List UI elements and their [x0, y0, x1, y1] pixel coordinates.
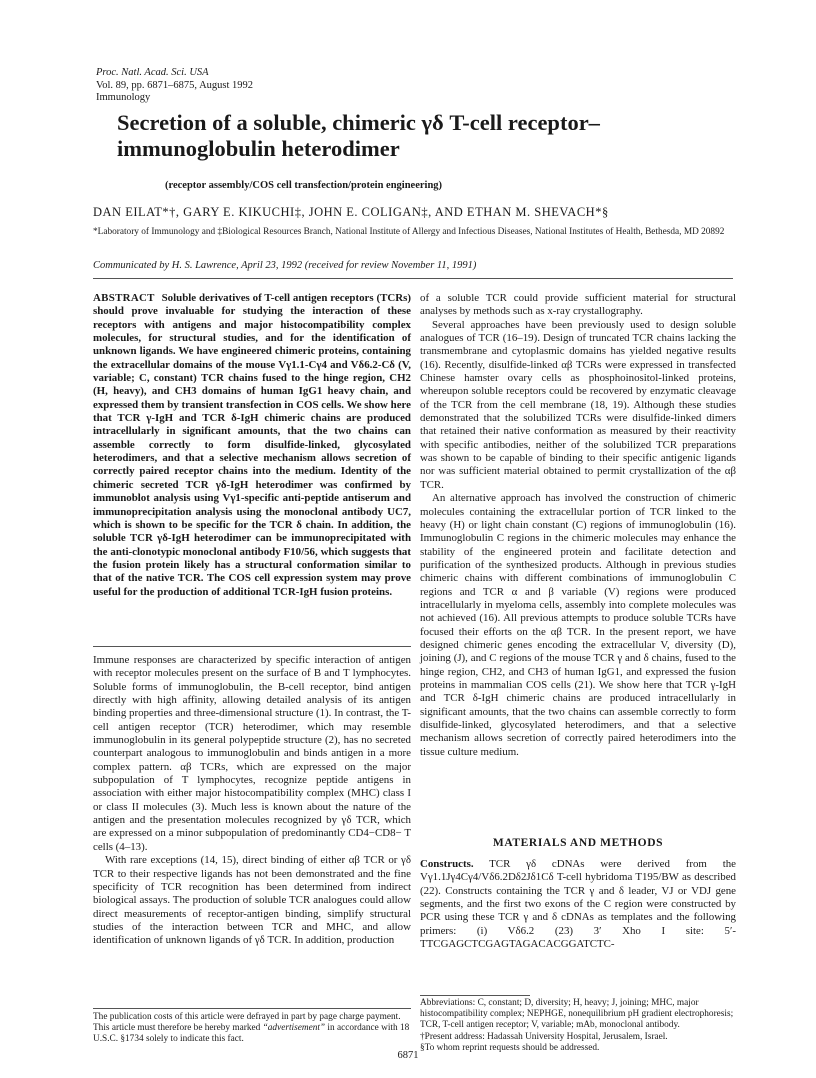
journal-section: Immunology [96, 92, 151, 103]
paragraph: Immune responses are characterized by specific interaction of antigen with receptor molecules present on the surface of B and T lymphocytes. Soluble forms of immunoglobulin, the B-cell receptor, bind antigen directly with high affinity, allowing detailed analysis of its antigen binding properties and three-dimensional structure (1). In contrast, the T-cell antigen receptor (TCR) heterodimer, which may resemble immunoglobulin in its general polypeptide structure (2), has no secreted counterpart analogous to immunoglobulin and binds antigen in a more complex pattern. αβ TCRs, which are expressed on the major subpopulation of T lymphocytes, recognize peptide antigens in association with either major histocompatibility complex (MHC) class I or class II molecules (3). Much less is known about the nature of the antigen and the presentation molecules recognized by γδ TCR, which are expressed on a minor subpopulation of predominantly CD4−CD8− T cells (4–13). [93, 654, 411, 853]
methods-text: TCR γδ cDNAs were derived from the Vγ1.1Jγ4Cγ4/Vδ6.2Dδ2Jδ1Cδ T-cell hybridoma T195/BW as described (22). Constructs containing the TCR γ and δ leader, VJ or VDJ gene segments, and the first two exons of the C region were constructed by PCR using these TCR γ and δ cDNAs as templates and the following primers: (i) Vδ6.2 (23) 3′ Xho I site: 5′-TTCGAGCTCGAGTAGACACGGATCTC- [420, 858, 737, 951]
advertisement-text: “advertisement” [262, 1023, 326, 1033]
intro-right-column [420, 292, 736, 759]
run-in-heading: Constructs. [420, 858, 474, 870]
abstract-text: Soluble derivatives of T-cell antigen receptors (TCRs) should prove invaluable for studying the interaction of these receptors with antigens and major histocompatibility complex molecules, for structural studies, and for the identification of unknown ligands. We have engineered chimeric proteins, containing the extracellular domains of the mouse Vγ1.1-Cγ4 and Vδ6.2-Cδ (V, variable; C, constant) TCR chains fused to the hinge region, CH2 (H, heavy), and CH3 domains of human IgG1 heavy chain, and expressed them by transient transfection in COS cells. We show here that TCR γ-IgH and TCR δ-IgH chimeric chains are produced intracellularly in significant amounts, that the two chains can assemble correctly to form disulfide-linked, glycosylated heterodimers, and that a selective mechanism allows secretion of correctly paired receptor chains into the medium. Identity of the chimeric secreted TCR γδ-IgH heterodimer was confirmed by immunoblot analysis using Vγ1-specific anti-peptide antiserum and immunoprecipitation analysis using the monoclonal antibody UC7, which is shown to be specific for the TCR δ chain. In addition, the soluble TCR γδ-IgH heterodimer can be immunoprecipitated with the anti-clonotypic monoclonal antibody F10/56, which suggests that the fusion protein likely has a structural conformation similar to that of the native TCR. The COS cell expression system may prove useful for the production of additional TCR-IgH fusion proteins. [93, 292, 411, 598]
methods-heading: MATERIALS AND METHODS [492, 837, 664, 849]
keywords: (receptor assembly/COS cell transfection/protein engineering) [165, 180, 443, 191]
paragraph: An alternative approach has involved the construction of chimeric molecules containing the extracellular portion of TCR linked to the heavy (H) or light chain constant (C) regions of immunoglobulin (16). Immunoglobulin C regions in the chimeric molecules may enhance the stability of the engineered protein and facilitate detection and purification of the synthesized products. Although in previous studies chimeric chains with different combinations of immunoglobulin C regions and TCR α and β variable (V) regions were produced intracellularly in myeloma cells, assembly into complete molecules was not achieved (16). All previous attempts to produce soluble TCRs have focused their efforts on the αβ TCR. In the present report, we have designed chimeric genes encoding the extracellular V, diversity (D), joining (J), and C regions of the mouse TCR γ and δ chains, fused to the hinge region, CH2, and CH3 of human IgG1, and expressed the fusion proteins in mammalian COS cells (21). We show here that TCR γ-IgH and TCR δ-IgH chimeric chains are produced intracellularly in significant amounts, that the two chains can assemble correctly to form disulfide-linked, glycosylated heterodimers, and that a selective mechanism allows secretion of correctly paired heterodimers into the tissue culture medium. [420, 492, 736, 758]
journal-header [96, 67, 253, 105]
paragraph: Several approaches have been previously used to design soluble analogues of TCR (16–19). Design of truncated TCR chains lacking the transmembrane and cytoplasmic domains has yielded negative results (16). Recently, disulfide-linked αβ TCRs were expressed in transfected Chinese hamster ovary cells as phosphoinositol-linked proteins, whereupon soluble receptors could be recovered by enzymatic cleavage of the TCR from the cell membrane (18, 19). Although these studies demonstrated that the solubilized TCRs were disulfide-linked dimers that retained their native conformation as measured by their reactivity with specific antibodies, neither of the solubilized TCR preparations was shown to be capable of binding to their specific antigenic ligands nor was sufficient material obtained to permit crystallization of the αβ TCR. [420, 318, 736, 491]
reprint-requests: §To whom reprint requests should be addressed. [420, 1042, 600, 1053]
publication-divider [93, 1008, 411, 1009]
header-divider [93, 278, 733, 279]
publication-cost-notice [93, 1012, 411, 1045]
intro-left-column [93, 654, 411, 948]
paragraph: of a soluble TCR could provide sufficient material for structural analyses by methods such as x-ray crystallography. [420, 292, 736, 318]
notice-text: The publication costs of this article were defrayed in part by page charge payment. This article must therefore be hereby marked [93, 1012, 401, 1033]
abbreviations: Abbreviations: C, constant; D, diversity; H, heavy; J, joining; MHC, major histocompatibility complex; NEPHGE, nonequilibrium pH gradient electrophoresis; TCR, T-cell antigen receptor; V, variable; mAb, monoclonal antibody. [420, 998, 734, 1031]
present-address: †Present address: Hadassah University Hospital, Jerusalem, Israel. [420, 1031, 668, 1042]
journal-volume: Vol. 89, pp. 6871–6875, August 1992 [96, 79, 254, 91]
methods-constructs [420, 858, 736, 951]
abstract [93, 292, 411, 599]
authors: DAN EILAT*†, GARY E. KIKUCHI‡, JOHN E. COLIGAN‡, AND ETHAN M. SHEVACH*§ [93, 205, 609, 219]
page-number: 6871 [397, 1050, 419, 1061]
footnote-divider [420, 995, 530, 996]
paragraph: With rare exceptions (14, 15), direct binding of either αβ TCR or γδ TCR to their respective ligands has not been demonstrated and the fine specificity of TCR recognition has been determined from indirect biological assays. The production of soluble TCR analogues could allow direct measurements of receptor-antigen binding, simplify structural studies of the interaction between TCR and MHC, and allow identification of unknown ligands of γδ TCR. In addition, production [93, 854, 411, 947]
abstract-label: ABSTRACT [93, 292, 155, 304]
abstract-divider [93, 646, 411, 647]
footnotes [420, 998, 736, 1054]
communicated-by: Communicated by H. S. Lawrence, April 23, 1992 (received for review November 11, 1991) [93, 260, 477, 271]
affiliation: *Laboratory of Immunology and ‡Biological Resources Branch, National Institute of Allergy and Infectious Diseases, National Institutes of Health, Bethesda, MD 20892 [93, 227, 725, 237]
notice-text-end: in accordance with 18 U.S.C. §1734 solely to indicate this fact. [93, 1023, 410, 1044]
article-title: Secretion of a soluble, chimeric γδ T-cell receptor–immunoglobulin heterodimer [117, 110, 600, 161]
journal-name: Proc. Natl. Acad. Sci. USA [96, 67, 209, 78]
